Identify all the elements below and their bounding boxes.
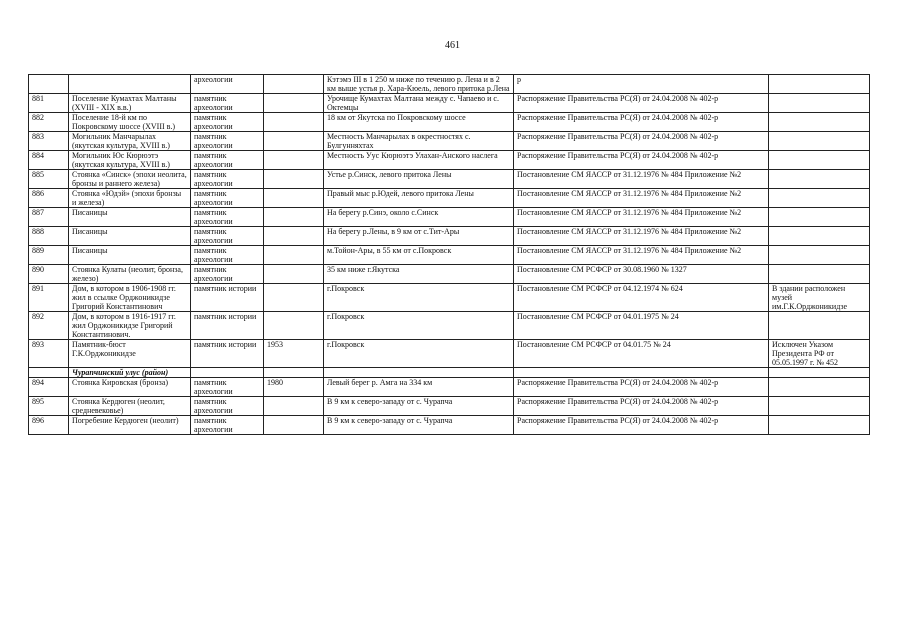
row-number: 892 [29,312,69,340]
monument-type: памятник археологии [191,246,264,265]
row-number: 887 [29,208,69,227]
date-cell [264,284,324,312]
row-number: 884 [29,151,69,170]
location-cell: Кэтэмэ III в 1 250 м ниже по течению р. Лена и в 2 км выше устья р. Хара-Кюель, левого притока р.Лена [324,75,514,94]
monument-type: памятник археологии [191,189,264,208]
monument-type: памятник археологии [191,151,264,170]
table-row [29,94,870,113]
row-number [29,75,69,94]
monuments-table [28,74,870,435]
table-row [29,113,870,132]
date-cell [264,132,324,151]
note-cell [769,132,870,151]
row-number: 895 [29,397,69,416]
monument-type: памятник археологии [191,397,264,416]
document-cell: Постановление СМ ЯАССР от 31.12.1976 № 484 Приложение №2 [514,208,769,227]
monument-name: Стоянка «Юдэй» (эпохи бронзы и железа) [69,189,191,208]
row-number: 889 [29,246,69,265]
date-cell [264,416,324,435]
monument-name [69,75,191,94]
location-cell: м.Тойон-Ары, в 55 км от с.Покровск [324,246,514,265]
monument-type: памятник истории [191,340,264,368]
note-cell: В здании расположен музей им.Г.К.Орджоникидзе [769,284,870,312]
location-cell: г.Покровск [324,340,514,368]
note-cell [769,265,870,284]
table-row [29,378,870,397]
note-cell [769,227,870,246]
note-cell [769,113,870,132]
date-cell [264,246,324,265]
table-body-group [29,368,870,378]
date-cell [264,170,324,189]
date-cell [264,312,324,340]
note-cell [769,378,870,397]
row-number: 896 [29,416,69,435]
table-body-upper [29,75,870,368]
monument-name: Могильник Юс Кюрюэтэ (якутская культура, XVIII в.) [69,151,191,170]
document-cell: р [514,75,769,94]
monument-type: памятник археологии [191,113,264,132]
monument-name: Писаницы [69,208,191,227]
note-cell [769,75,870,94]
document-cell: Распоряжение Правительства РС(Я) от 24.04.2008 № 402-р [514,416,769,435]
date-cell [264,94,324,113]
monument-name: Писаницы [69,246,191,265]
date-cell [264,397,324,416]
row-number: 885 [29,170,69,189]
note-cell [769,246,870,265]
note-cell [769,208,870,227]
monument-type: памятник истории [191,312,264,340]
monument-type: археологии [191,75,264,94]
monument-type: памятник археологии [191,208,264,227]
date-cell [264,208,324,227]
note-cell: Исключен Указом Президента РФ от 05.05.1997 г. № 452 [769,340,870,368]
note-cell [769,416,870,435]
document-cell: Распоряжение Правительства РС(Я) от 24.04.2008 № 402-р [514,378,769,397]
location-cell: Местность Манчарылах в окрестностях с. Булгунняхтах [324,132,514,151]
note-cell [769,151,870,170]
location-cell: Устье р.Синск, левого притока Лены [324,170,514,189]
monument-name: Стоянка Кировская (бронза) [69,378,191,397]
document-cell: Постановление СМ РСФСР от 30.08.1960 № 1327 [514,265,769,284]
location-cell: Правый мыс р.Юдей, левого притока Лены [324,189,514,208]
table-row [29,151,870,170]
location-cell: На берегу р.Лены, в 9 км от с.Тит-Ары [324,227,514,246]
monument-type: памятник истории [191,284,264,312]
page-number: 461 [445,40,460,51]
document-cell: Распоряжение Правительства РС(Я) от 24.04.2008 № 402-р [514,397,769,416]
document-cell: Постановление СМ РСФСР от 04.01.1975 № 24 [514,312,769,340]
table-row [29,208,870,227]
document-cell: Распоряжение Правительства РС(Я) от 24.04.2008 № 402-р [514,113,769,132]
table-row [29,312,870,340]
monument-name: Стоянка Кердюген (неолит, средневековье) [69,397,191,416]
table-row [29,284,870,312]
table-row [29,170,870,189]
monument-name: Поселение 18-й км по Покровскому шоссе (XVIII в.) [69,113,191,132]
monument-name: Памятник-бюст Г.К.Орджоникидзе [69,340,191,368]
location-cell: В 9 км к северо-западу от с. Чурапча [324,397,514,416]
document-cell: Распоряжение Правительства РС(Я) от 24.04.2008 № 402-р [514,94,769,113]
monument-name: Поселение Кумахтах Малтаны (XVIII - XIX в.в.) [69,94,191,113]
group-num-cell [29,368,69,378]
monument-type: памятник археологии [191,170,264,189]
monument-name: Могильник Манчарылах (якутская культура, XVIII в.) [69,132,191,151]
date-cell [264,151,324,170]
monument-type: памятник археологии [191,416,264,435]
location-cell: Урочище Кумахтах Малтана между с. Чапаево и с. Октемцы [324,94,514,113]
table-row [29,265,870,284]
note-cell [769,312,870,340]
monument-type: памятник археологии [191,378,264,397]
note-cell [769,189,870,208]
document-cell: Распоряжение Правительства РС(Я) от 24.04.2008 № 402-р [514,151,769,170]
monument-name: Стоянка «Синск» (эпохи неолита, бронзы и раннего железа) [69,170,191,189]
row-number: 882 [29,113,69,132]
monument-name: Дом, в котором в 1906-1908 гг. жил в ссылке Орджоникидзе Григорий Константинович [69,284,191,312]
note-cell [769,94,870,113]
monument-type: памятник археологии [191,265,264,284]
monument-name: Дом, в котором в 1916-1917 гг. жил Орджоникидзе Григорий Константинович. [69,312,191,340]
date-cell [264,113,324,132]
table-row [29,227,870,246]
row-number: 890 [29,265,69,284]
date-cell: 1953 [264,340,324,368]
monument-name: Писаницы [69,227,191,246]
table-body-lower [29,378,870,435]
table-row [29,416,870,435]
date-cell [264,75,324,94]
table-row [29,246,870,265]
group-row [29,368,870,378]
monument-name: Погребение Кердюген (неолит) [69,416,191,435]
location-cell: На берегу р.Синэ, около с.Синск [324,208,514,227]
location-cell: Левый берег р. Амга на 334 км [324,378,514,397]
table-row [29,132,870,151]
date-cell [264,227,324,246]
row-number: 888 [29,227,69,246]
group-title: Чурапчинский улус (район) [69,368,191,378]
table-row [29,340,870,368]
table-row [29,189,870,208]
document-cell: Постановление СМ ЯАССР от 31.12.1976 № 484 Приложение №2 [514,189,769,208]
row-number: 886 [29,189,69,208]
location-cell: Местность Уус Кюрюэтэ Улахан-Анского наслега [324,151,514,170]
date-cell: 1980 [264,378,324,397]
location-cell: г.Покровск [324,312,514,340]
table-row [29,75,870,94]
document-cell: Распоряжение Правительства РС(Я) от 24.04.2008 № 402-р [514,132,769,151]
document-cell: Постановление СМ ЯАССР от 31.12.1976 № 484 Приложение №2 [514,227,769,246]
date-cell [264,189,324,208]
row-number: 894 [29,378,69,397]
row-number: 891 [29,284,69,312]
note-cell [769,170,870,189]
monument-type: памятник археологии [191,227,264,246]
document-cell: Постановление СМ ЯАССР от 31.12.1976 № 484 Приложение №2 [514,246,769,265]
document-cell: Постановление СМ РСФСР от 04.12.1974 № 624 [514,284,769,312]
row-number: 883 [29,132,69,151]
row-number: 893 [29,340,69,368]
table-row [29,397,870,416]
location-cell: 35 км ниже г.Якутска [324,265,514,284]
monument-type: памятник археологии [191,94,264,113]
document-cell: Постановление СМ РСФСР от 04.01.75 № 24 [514,340,769,368]
date-cell [264,265,324,284]
document-cell: Постановление СМ ЯАССР от 31.12.1976 № 484 Приложение №2 [514,170,769,189]
row-number: 881 [29,94,69,113]
monument-name: Стоянка Кулаты (неолит, бронза, железо) [69,265,191,284]
monument-type: памятник археологии [191,132,264,151]
note-cell [769,397,870,416]
location-cell: г.Покровск [324,284,514,312]
location-cell: В 9 км к северо-западу от с. Чурапча [324,416,514,435]
location-cell: 18 км от Якутска по Покровскому шоссе [324,113,514,132]
